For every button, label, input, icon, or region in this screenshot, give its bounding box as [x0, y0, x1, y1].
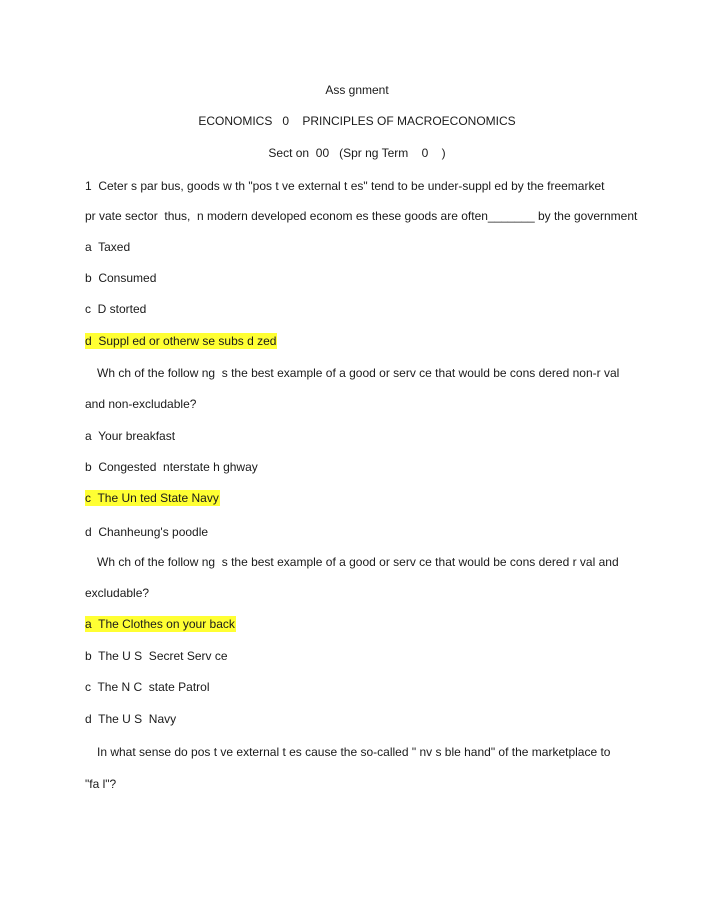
question-2-option-c-highlighted: c The Un ted State Navy: [85, 491, 219, 505]
question-4-stem-line-2: "fa l"?: [85, 777, 117, 791]
question-1-stem-line-2: pr vate sector thus, n modern developed econom es these goods are often_______ by the government: [85, 209, 638, 223]
question-2-stem-line-2: and non-excludable?: [85, 397, 197, 411]
question-3-option-b: b The U S Secret Serv ce: [85, 649, 228, 663]
question-3-stem-line-2: excludable?: [85, 586, 150, 600]
question-1-option-b: b Consumed: [85, 271, 157, 285]
section-info: Sect on 00 (Spr ng Term 0 ): [268, 146, 446, 160]
question-1-option-d-highlighted: d Suppl ed or otherw se subs d zed: [85, 334, 277, 348]
question-2-option-b: b Congested nterstate h ghway: [85, 460, 258, 474]
question-3-stem-line-1: Wh ch of the follow ng s the best example of a good or serv ce that would be cons dered r val and: [97, 555, 619, 569]
assignment-title: Ass gnment: [325, 83, 389, 97]
question-1-option-a: a Taxed: [85, 240, 131, 254]
question-2-option-a: a Your breakfast: [85, 429, 176, 443]
question-1-stem-line-1: 1 Ceter s par bus, goods w th "pos t ve external t es" tend to be under-suppl ed by the freemarket: [85, 179, 605, 193]
question-3-option-c: c The N C state Patrol: [85, 680, 210, 694]
question-2-stem-line-1: Wh ch of the follow ng s the best example of a good or serv ce that would be cons dered non-r val: [97, 366, 620, 380]
question-3-option-a-highlighted: a The Clothes on your back: [85, 617, 235, 631]
question-2-option-d: d Chanheung's poodle: [85, 525, 209, 539]
course-title: ECONOMICS 0 PRINCIPLES OF MACROECONOMICS: [198, 114, 516, 128]
question-3-option-d: d The U S Navy: [85, 712, 177, 726]
question-1-option-c: c D storted: [85, 302, 147, 316]
question-4-stem-line-1: In what sense do pos t ve external t es cause the so-called " nv s ble hand" of the marketplace to: [97, 745, 611, 759]
